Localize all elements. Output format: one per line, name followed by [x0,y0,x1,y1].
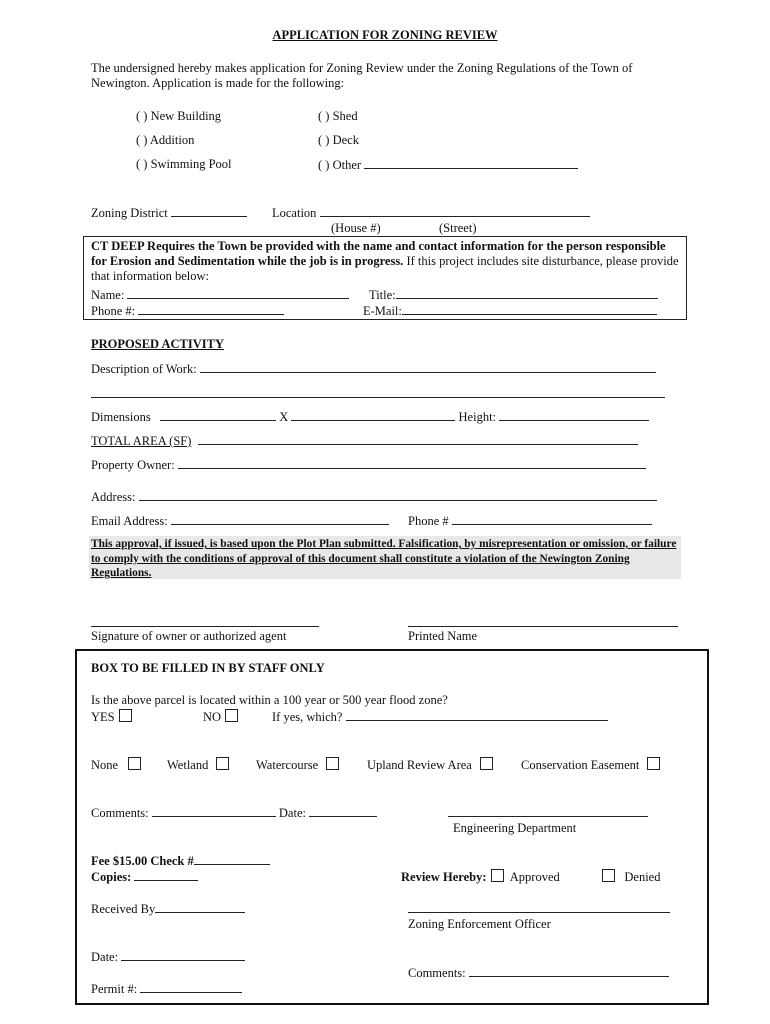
deep-name-row [91,287,349,303]
flood-which-row [272,709,608,725]
deep-phone-field[interactable] [138,303,284,315]
email-field[interactable] [171,513,389,525]
copies-field[interactable] [134,869,198,881]
staff-comments-label: Comments: [91,806,149,820]
description-field[interactable] [200,361,656,373]
deep-name-field[interactable] [127,287,349,299]
fee-label: Fee $15.00 Check # [91,854,194,868]
comments2-label: Comments: [408,966,466,980]
wetland-checkbox[interactable] [216,757,229,770]
zoning-district-row [91,205,247,221]
description-label: Description of Work: [91,362,197,376]
engineering-label: Engineering Department [453,821,577,835]
conservation-option [521,757,660,773]
yes-label: YES [91,710,115,724]
watercourse-checkbox[interactable] [326,757,339,770]
property-owner-label: Property Owner: [91,458,175,472]
if-yes-label: If yes, which? [272,710,343,724]
denied-label: Denied [624,870,661,884]
dimensions-row [91,409,649,425]
denied-row [602,869,660,885]
deep-email-row [363,303,657,319]
upland-option [367,757,493,773]
dimension-width-field[interactable] [160,409,276,421]
watercourse-label: Watercourse [256,758,319,772]
ct-deep-bold-text: CT DEEP Requires the Town be provided with the name and contact information for the person responsible for Erosion and Sedimentation while the job is in progress. [91,239,666,268]
upland-checkbox[interactable] [480,757,493,770]
intro-text: The undersigned hereby makes application for Zoning Review under the Zoning Regulations of the Town of Newington. Application is made for the following: [91,61,633,90]
description-row-2 [91,386,665,402]
review-label: Review Hereby: [401,870,487,884]
location-field[interactable] [320,205,590,217]
received-field[interactable] [155,901,245,913]
location-row [272,205,590,221]
zeo-signature-field[interactable] [408,901,670,913]
total-area-label: TOTAL AREA (SF) [91,434,192,448]
deep-name-label: Name: [91,288,125,302]
none-checkbox[interactable] [128,757,141,770]
watercourse-option [256,757,339,773]
total-area-field[interactable] [198,433,638,445]
deep-title-row [369,287,658,303]
property-owner-field[interactable] [178,457,646,469]
received-row [91,901,245,917]
fee-row [91,853,270,869]
staff-comments-row [91,805,377,821]
permit-row [91,981,242,997]
flood-no [203,709,238,725]
no-checkbox[interactable] [225,709,238,722]
deep-email-field[interactable] [402,303,657,315]
zoning-district-field[interactable] [171,205,247,217]
house-number-label: (House #) [331,221,381,235]
height-label: Height: [458,410,497,424]
no-label: NO [203,710,222,724]
none-label: None [91,758,119,772]
none-option [91,757,141,773]
option-swimming-pool[interactable]: ( ) Swimming Pool [136,157,232,171]
description-row [91,361,656,377]
phone-row [408,513,652,529]
conservation-checkbox[interactable] [647,757,660,770]
comments2-row [408,965,669,981]
staff-box-heading: BOX TO BE FILLED IN BY STAFF ONLY [91,661,325,675]
flood-which-field[interactable] [346,709,608,721]
option-shed[interactable]: ( ) Shed [318,109,358,123]
engineering-line-row [448,805,648,821]
proposed-activity-heading: PROPOSED ACTIVITY [91,337,225,351]
address-label: Address: [91,490,136,504]
phone-field[interactable] [452,513,652,525]
dimensions-label: Dimensions [91,410,151,424]
engineering-signature-field[interactable] [448,805,648,817]
dimension-x-label: X [279,410,289,424]
review-row [401,869,560,885]
printed-name-label: Printed Name [408,629,478,643]
signature-field[interactable] [91,615,319,627]
received-label: Received By [91,902,156,916]
approved-checkbox[interactable] [491,869,504,882]
location-label: Location [272,206,317,220]
other-field[interactable] [364,157,578,169]
option-new-building[interactable]: ( ) New Building [136,109,222,123]
copies-label: Copies: [91,870,132,884]
zoning-district-label: Zoning District [91,206,168,220]
date2-field[interactable] [121,949,245,961]
ct-deep-notice [91,239,681,284]
staff-date-field[interactable] [309,805,377,817]
option-other-label: ( ) Other [318,158,362,172]
signature-label: Signature of owner or authorized agent [91,629,287,643]
denied-checkbox[interactable] [602,869,615,882]
approval-notice: This approval, if issued, is based upon the Plot Plan submitted. Falsification, by misrepresentation or omission, or failure to comply with the conditions of approval of this document shall constitute a violation of the Newington Zoning Regulations. [91,538,677,579]
deep-title-field[interactable] [396,287,658,299]
address-field[interactable] [139,489,657,501]
staff-comments-field[interactable] [152,805,276,817]
permit-label: Permit #: [91,982,138,996]
copies-row [91,869,198,885]
approved-label: Approved [509,870,560,884]
address-row [91,489,657,505]
dimension-length-field[interactable] [291,409,455,421]
email-row [91,513,389,529]
ct-deep-normal-text: If this project includes site disturbance, please provide that information below: [91,254,679,283]
flood-yes [91,709,132,725]
street-label: (Street) [439,221,477,235]
permit-field[interactable] [140,981,242,993]
deep-phone-row [91,303,284,319]
height-field[interactable] [499,409,649,421]
option-other[interactable] [318,157,578,173]
wetland-label: Wetland [167,758,209,772]
deep-phone-label: Phone #: [91,304,136,318]
option-deck[interactable]: ( ) Deck [318,133,359,147]
upland-label: Upland Review Area [367,758,472,772]
check-number-field[interactable] [194,853,270,865]
comments2-field[interactable] [469,965,669,977]
deep-title-label: Title: [369,288,396,302]
zeo-line-row [408,901,670,917]
total-area-row [91,433,638,449]
phone-label: Phone # [408,514,449,528]
option-addition[interactable]: ( ) Addition [136,133,195,147]
wetland-option [167,757,229,773]
date2-label: Date: [91,950,119,964]
flood-question: Is the above parcel is located within a 100 year or 500 year flood zone? [91,693,448,707]
description-field-2[interactable] [91,386,665,398]
email-label: Email Address: [91,514,168,528]
date2-row [91,949,245,965]
yes-checkbox[interactable] [119,709,132,722]
page-title: APPLICATION FOR ZONING REVIEW [272,28,498,42]
zeo-label: Zoning Enforcement Officer [408,917,551,931]
staff-date-label: Date: [278,806,306,820]
property-owner-row [91,457,646,473]
printed-name-field[interactable] [408,615,678,627]
deep-email-label: E-Mail: [363,304,402,318]
conservation-label: Conservation Easement [521,758,640,772]
